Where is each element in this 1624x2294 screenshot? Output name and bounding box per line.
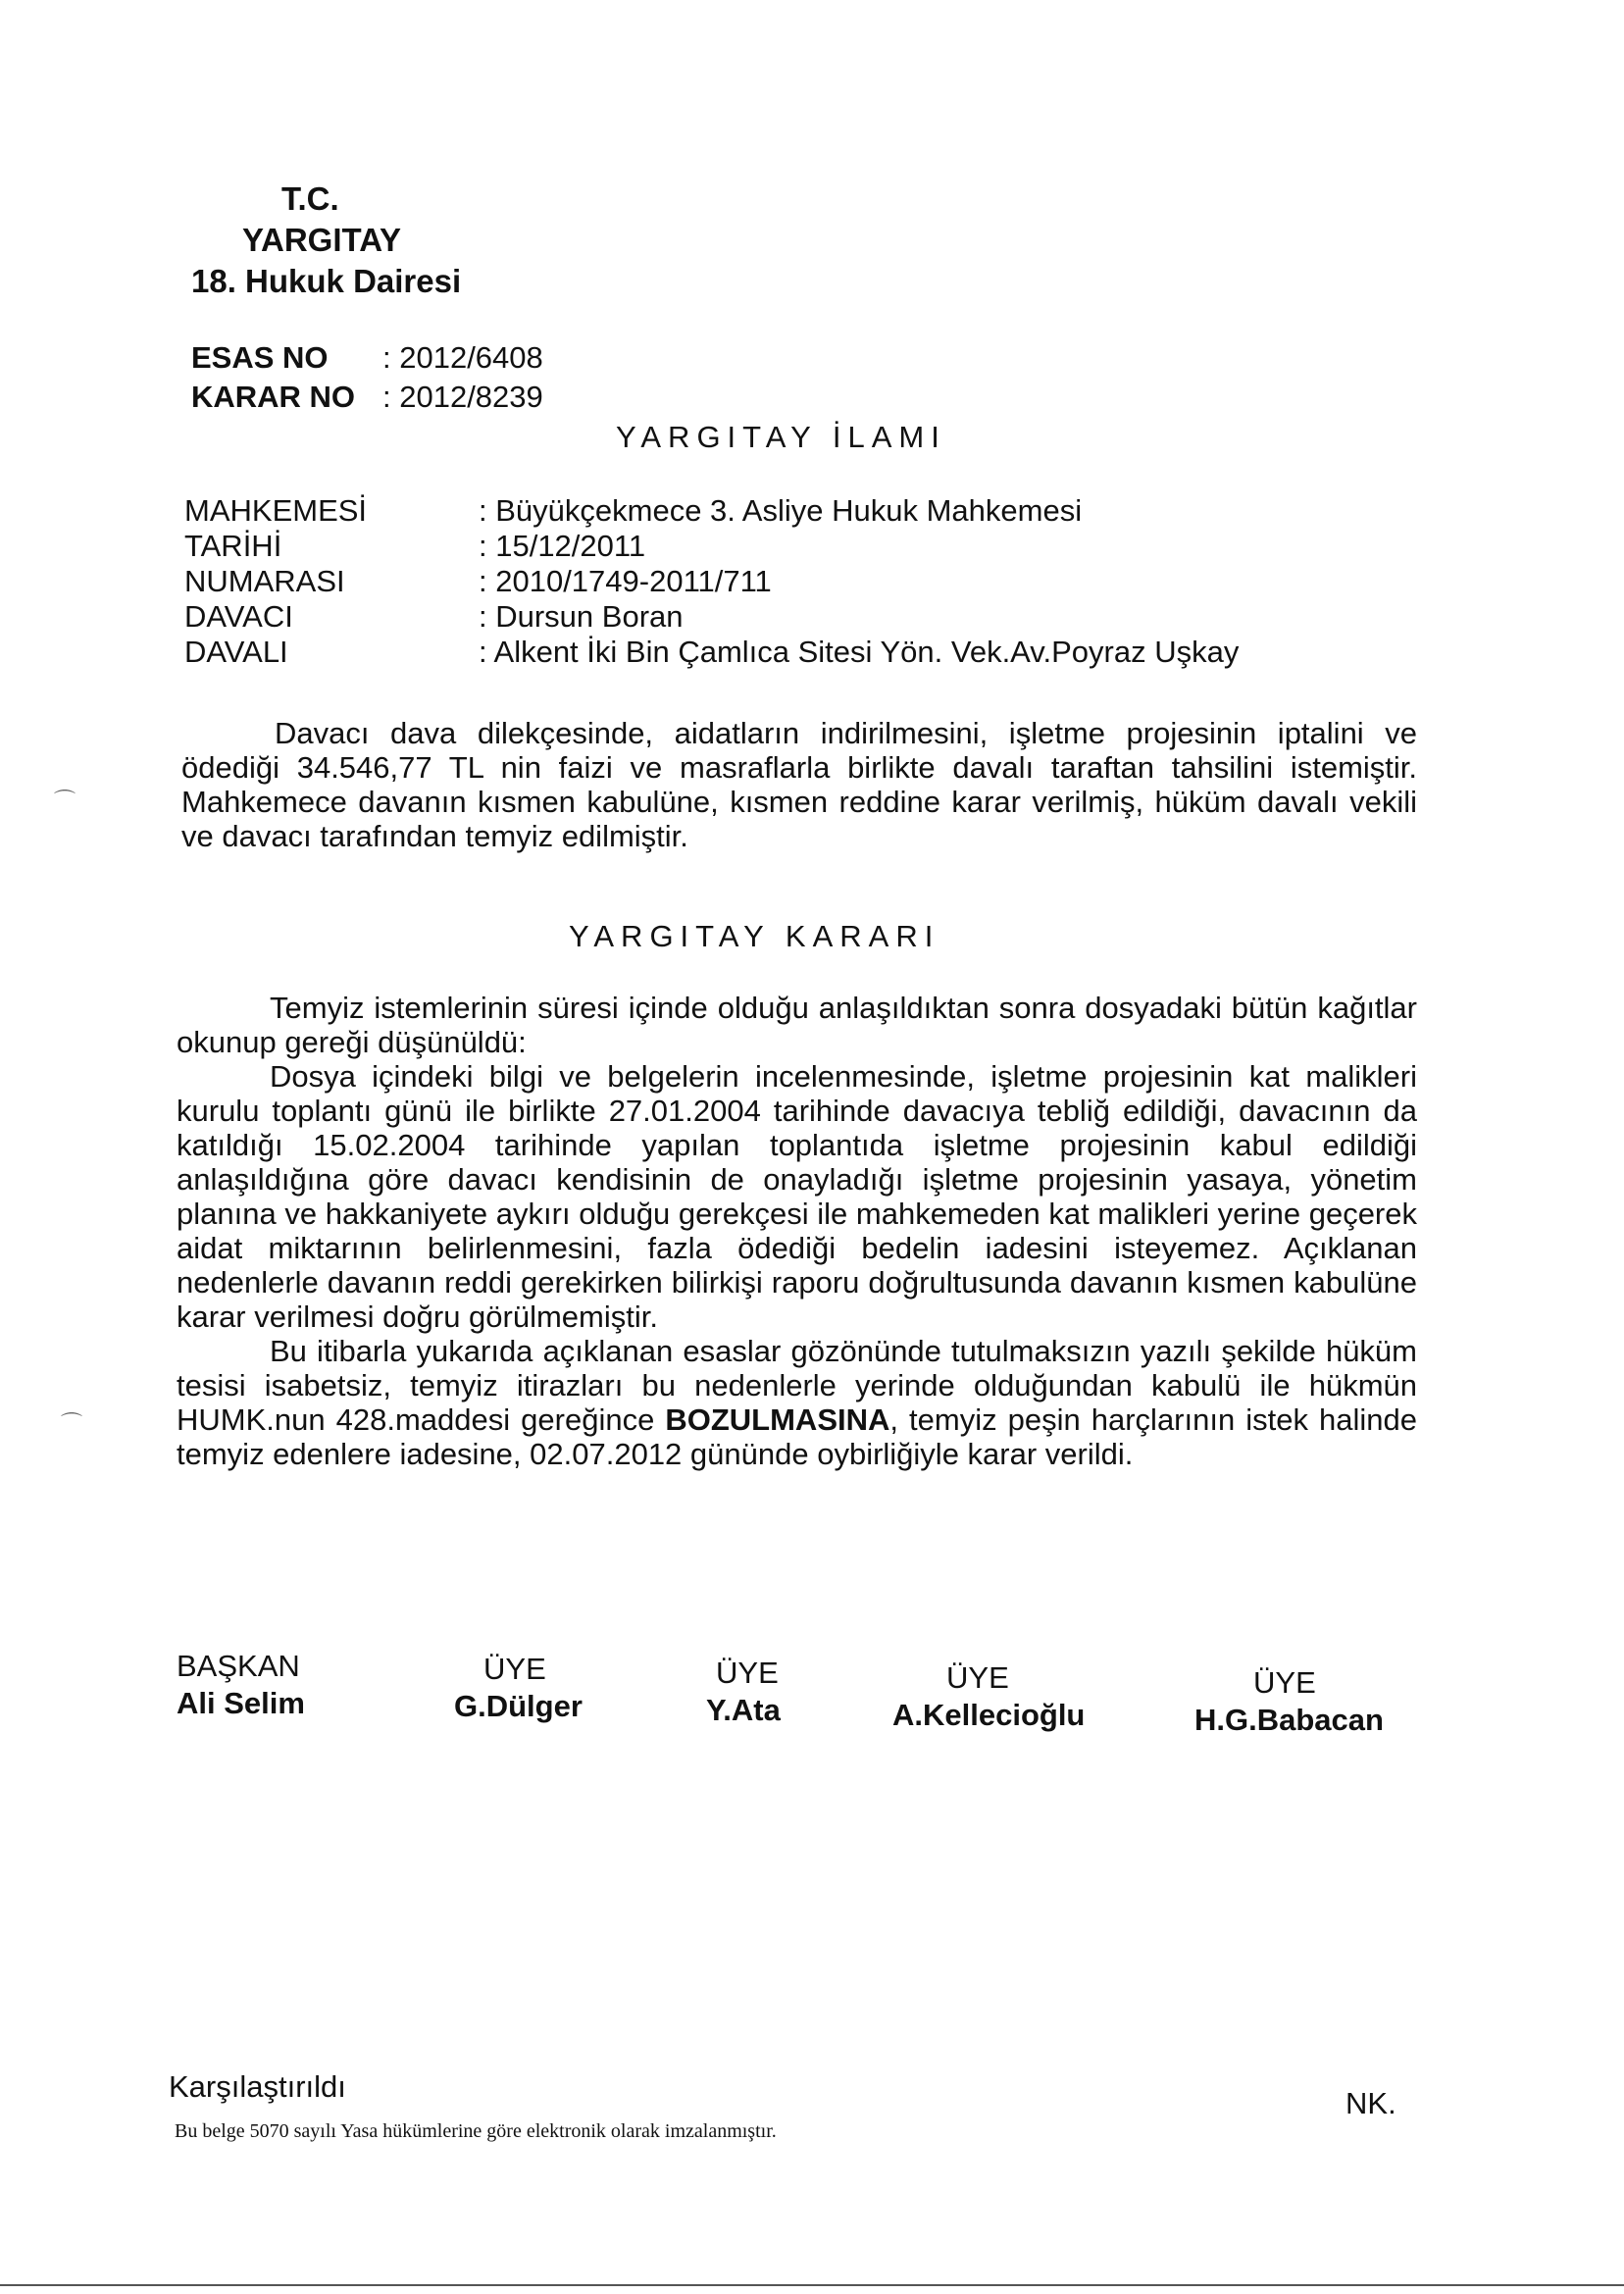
margin-mark: ⌒ (54, 789, 76, 813)
numarasi-label: NUMARASI (184, 564, 345, 598)
signature-role: ÜYE (1253, 1665, 1316, 1700)
esas-label: ESAS NO (191, 340, 329, 375)
signature-baskan (177, 1648, 305, 1722)
esign-note: Bu belge 5070 sayılı Yasa hükümlerine göre elektronik olarak imzalanmıştır. (175, 2120, 777, 2142)
intro-paragraph (181, 716, 1417, 853)
davaci-value: : Dursun Boran (479, 599, 684, 634)
tarihi-label: TARİHİ (184, 529, 282, 563)
signature-uye-2 (706, 1655, 781, 1729)
decision-paragraph-3 (177, 1334, 1417, 1471)
decision-paragraph-1: Temyiz istemlerinin süresi içinde olduğu anlaşıldıktan sonra dosyadaki bütün kağıtlar okunup gereği düşünüldü: (177, 991, 1417, 1059)
signature-name: H.G.Babacan (1194, 1703, 1384, 1737)
court-name: YARGITAY (242, 222, 402, 258)
info-row-tarihi (184, 529, 1239, 564)
decision-paragraph-2: Dosya içindeki bilgi ve belgelerin incelenmesinde, işletme projesinin kat malikleri kurulu toplantı günü ile birlikte 27.01.2004 tarihinde davacıya tebliğ edildiği, davacının da katıldığı 15.02.2004 tarihinde yapılan toplantıda işletme projesinin kabul edildiği anlaşıldığına göre davacı kendisinin de onayladığı işletme projesinin yasaya, yönetim planına ve hakkaniyete aykırı olduğu gerekçesi ile mahkemeden kat malikleri yerine geçerek aidat miktarının belirlenmesini, fazla ödediği bedelin iadesini isteyemez. Açıklanan nedenlerle davanın reddi gerekirken bilirkişi raporu doğrultusunda davanın kısmen kabulüne karar verilmesi doğru görülmemiştir. (177, 1059, 1417, 1334)
margin-mark: ⌒ (61, 1411, 83, 1436)
court-header (191, 178, 461, 302)
numarasi-value: : 2010/1749-2011/711 (479, 564, 772, 598)
karar-title: YARGITAY KARARI (569, 919, 940, 953)
bottom-rule (0, 2284, 1624, 2286)
decision-p3-after: , temyiz peşin harçlarının istek halinde temyiz edenlere iadesine, 02.07.2012 gününde oybirliğiyle karar verildi. (177, 1402, 1417, 1471)
chamber-name: 18. Hukuk Dairesi (191, 263, 462, 299)
signature-name: A.Kellecioğlu (892, 1698, 1086, 1732)
intro-text: Davacı dava dilekçesinde, aidatların indirilmesini, işletme projesinin iptalini ve ödediği 34.546,77 TL nin faizi ve masraflarla birlikte davalı taraftan tahsilini istemiştir. Mahkemece davanın kısmen kabulüne, kısmen reddine karar verilmiş, hüküm davalı vekili ve davacı tarafından temyiz edilmiştir. (181, 716, 1417, 853)
decision-body (177, 991, 1417, 1471)
signature-uye-4 (1194, 1664, 1384, 1739)
signature-role: ÜYE (716, 1656, 779, 1690)
compared-label: Karşılaştırıldı (169, 2069, 346, 2104)
davali-label: DAVALI (184, 635, 288, 669)
case-info (184, 493, 1239, 670)
decision-p3-before: Bu itibarla yukarıda açıklanan esaslar gözönünde tutulmaksızın yazılı şekilde hüküm tesisi isabetsiz, temyiz itirazları bu nedenlerle yerinde olduğundan kabulü ile hükmün HUMK.nun 428.maddesi gereğince (177, 1334, 1417, 1437)
signature-uye-1 (454, 1651, 583, 1725)
mahkemesi-label: MAHKEMESİ (184, 493, 368, 528)
karar-label: KARAR NO (191, 380, 356, 414)
signature-role: BAŞKAN (177, 1649, 300, 1683)
info-row-mahkemesi (184, 493, 1239, 529)
signature-role: ÜYE (483, 1652, 546, 1686)
info-row-davali (184, 635, 1239, 670)
davaci-label: DAVACI (184, 599, 293, 634)
signature-role: ÜYE (946, 1660, 1009, 1695)
davali-value: : Alkent İki Bin Çamlıca Sitesi Yön. Vek.Av.Poyraz Uşkay (479, 635, 1240, 669)
initials-label: NK. (1345, 2086, 1396, 2120)
signature-name: Y.Ata (706, 1693, 781, 1727)
mahkemesi-value: : Büyükçekmece 3. Asliye Hukuk Mahkemesi (479, 493, 1083, 528)
ilam-title: YARGITAY İLAMI (616, 420, 946, 454)
info-row-numarasi (184, 564, 1239, 599)
esas-value: : 2012/6408 (382, 340, 543, 375)
signature-uye-3 (892, 1659, 1085, 1734)
signature-name: Ali Selim (177, 1686, 305, 1720)
signature-name: G.Dülger (454, 1689, 583, 1723)
decision-p3-verdict: BOZULMASINA (665, 1402, 890, 1437)
case-numbers (191, 338, 543, 417)
info-row-davaci (184, 599, 1239, 635)
karar-value: : 2012/8239 (382, 380, 543, 414)
tarihi-value: : 15/12/2011 (479, 529, 646, 563)
country-label: T.C. (281, 180, 339, 217)
